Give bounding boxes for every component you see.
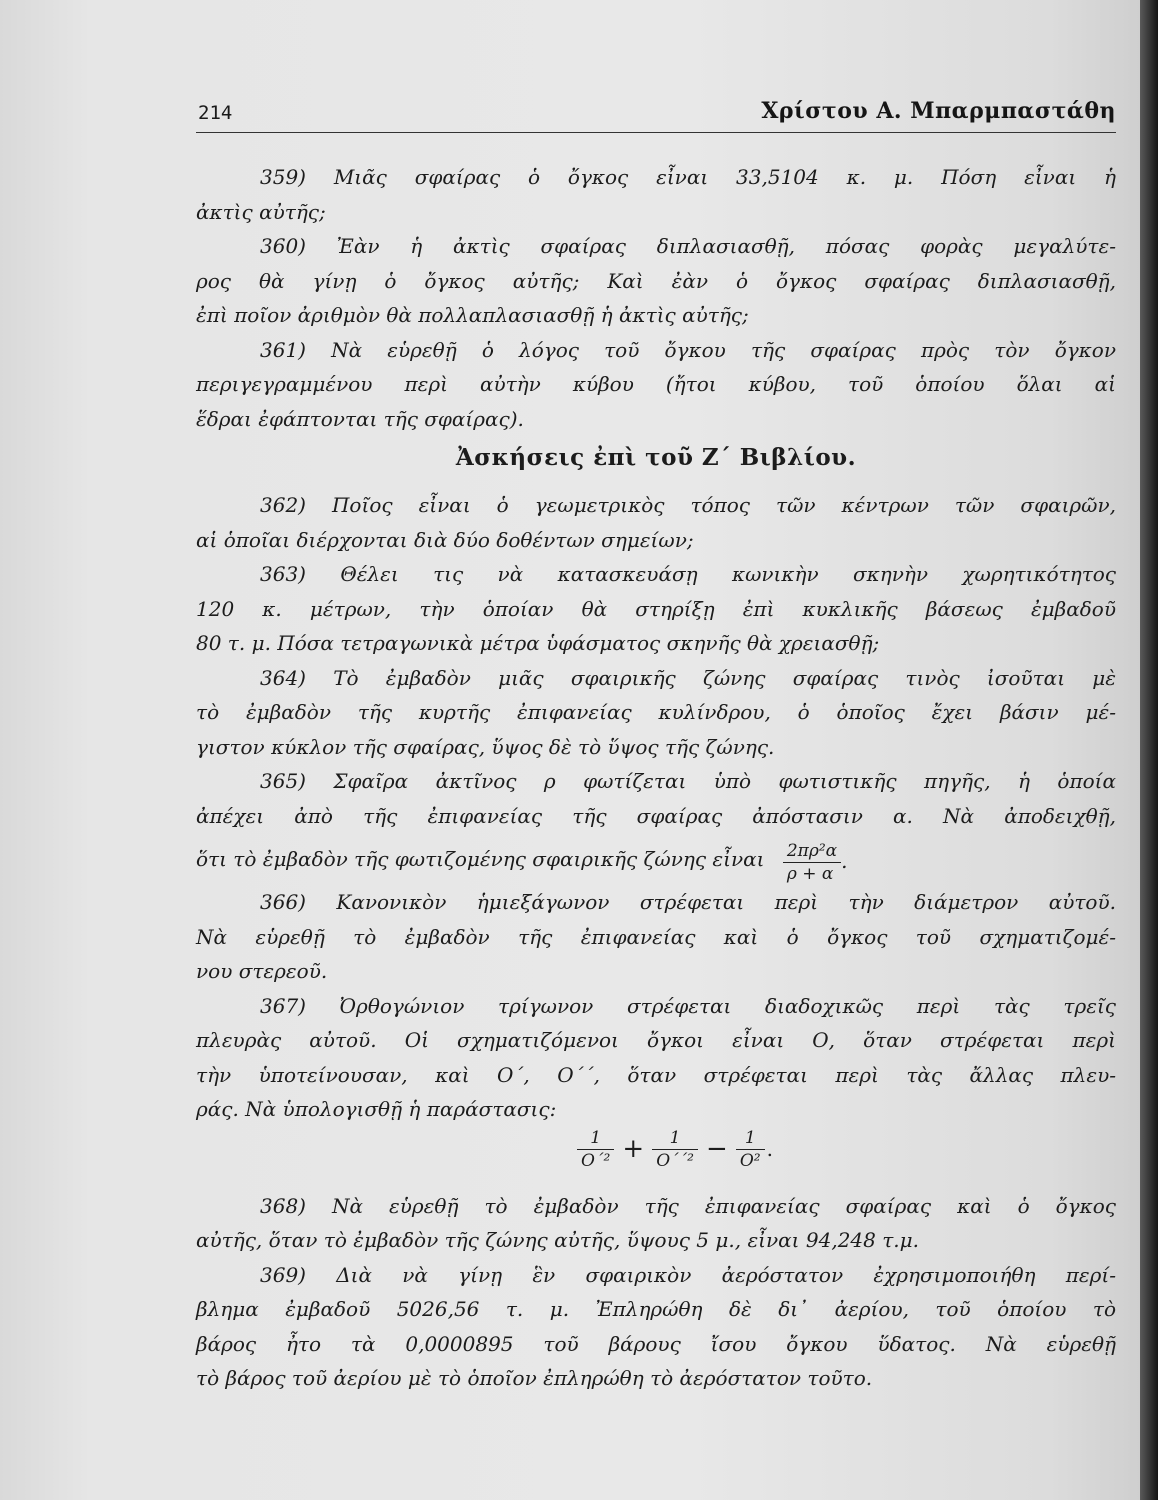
problem-364: [196, 661, 1116, 765]
text-line: τὸ βάρος τοῦ ἀερίου μὲ τὸ ὁποῖον ἐπληρώθη τὸ ἀερόστατον τοῦτο.: [196, 1366, 873, 1390]
text-line: βάρος ἦτο τὰ 0,0000895 τοῦ βάρους ἴσου ὄγκου ὕδατος. Νὰ εὑρεθῇ: [196, 1331, 1116, 1356]
text-line: 80 τ. μ. Πόσα τετραγωνικὰ μέτρα ὑφάσματος σκηνῆς θὰ χρειασθῇ;: [196, 631, 880, 655]
text-line: 364) Τὸ ἐμβαδὸν μιᾶς σφαιρικῆς ζώνης σφαίρας τινὸς ἰσοῦται μὲ: [260, 665, 1116, 690]
running-head: Χρίστου Α. Μπαρμπαστάθη: [761, 98, 1116, 124]
plus-operator: +: [622, 1134, 645, 1164]
minus-operator: −: [706, 1134, 728, 1164]
text-line: ρος θὰ γίνῃ ὁ ὄγκος αὐτῆς; Καὶ ἐὰν ὁ ὄγκος σφαίρας διπλασιασθῇ,: [196, 268, 1116, 293]
text-line: τὸ ἐμβαδὸν τῆς κυρτῆς ἐπιφανείας κυλίνδρου, ὁ ὁποῖος ἔχει βάσιν μέ-: [196, 700, 1116, 724]
text-line: 361) Νὰ εὑρεθῇ ὁ λόγος τοῦ ὄγκου τῆς σφαίρας πρὸς τὸν ὄγκον: [260, 337, 1116, 362]
text-line: ἀκτὶς αὐτῆς;: [196, 199, 326, 224]
expression-formula: [196, 1127, 1116, 1189]
text-line: ἀπέχει ἀπὸ τῆς ἐπιφανείας τῆς σφαίρας ἀπόστασιν α. Νὰ ἀποδειχθῇ,: [196, 803, 1116, 828]
text-line: 366) Κανονικὸν ἡμιεξάγωνον στρέφεται περὶ τὴν διάμετρον αὐτοῦ.: [260, 890, 1116, 914]
text-line: περιγεγραμμένου περὶ αὐτὴν κύβου (ἤτοι κύβου, τοῦ ὁποίου ὅλαι αἱ: [196, 372, 1116, 396]
text-line: αὐτῆς, ὅταν τὸ ἐμβαδὸν τῆς ζώνης αὐτῆς, ὕψους 5 μ., εἶναι 94,248 τ.μ.: [196, 1228, 919, 1252]
problem-363: [196, 557, 1116, 661]
page-number: 214: [198, 102, 233, 124]
formula-line: [196, 833, 1116, 885]
text-line: πλευρὰς αὐτοῦ. Οἱ σχηματιζόμενοι ὄγκοι εἶναι Ο, ὅταν στρέφεται περὶ: [196, 1028, 1116, 1052]
fraction: [577, 1127, 614, 1172]
fraction-denominator: Ο²: [739, 1150, 761, 1171]
text-line: 362) Ποῖος εἶναι ὁ γεωμετρικὸς τόπος τῶν κέντρων τῶν σφαιρῶν,: [260, 493, 1116, 517]
page-body: [196, 160, 1116, 1396]
text-line: γιστον κύκλον τῆς σφαίρας, ὕψος δὲ τὸ ὕψος τῆς ζώνης.: [196, 734, 775, 759]
text-line: 365) Σφαῖρα ἀκτῖνος ρ φωτίζεται ὑπὸ φωτιστικῆς πηγῆς, ἡ ὁποία: [260, 769, 1116, 793]
fraction-numerator: 1: [736, 1127, 765, 1150]
fraction: [652, 1127, 698, 1172]
text-line: ἕδραι ἐφάπτονται τῆς σφαίρας).: [196, 406, 524, 431]
formula-period: .: [766, 1137, 773, 1161]
text-line: ράς. Νὰ ὑπολογισθῇ ἡ παράστασις:: [196, 1097, 557, 1121]
fraction-numerator: 1: [577, 1127, 614, 1150]
problem-365: [196, 764, 1116, 885]
fraction-numerator: 2πρ²α: [783, 840, 841, 863]
fraction: [736, 1127, 765, 1172]
formula-line-text: ὅτι τὸ ἐμβαδὸν τῆς φωτιζομένης σφαιρικῆς ζώνης εἶναι: [196, 847, 765, 871]
text-line: νου στερεοῦ.: [196, 959, 328, 983]
text-line: 360) Ἐὰν ἡ ἀκτὶς σφαίρας διπλασιασθῇ, πόσας φορὰς μεγαλύτε-: [260, 234, 1116, 258]
text-line: 120 κ. μέτρων, τὴν ὁποίαν θὰ στηρίξῃ ἐπὶ κυκλικῆς βάσεως ἐμβαδοῦ: [196, 596, 1116, 621]
text-line: βλημα ἐμβαδοῦ 5026,56 τ. μ. Ἐπληρώθη δὲ δι᾿ ἀερίου, τοῦ ὁποίου τὸ: [196, 1297, 1116, 1321]
problem-359: [196, 160, 1116, 229]
formula-period: .: [841, 848, 848, 873]
text-line: ἐπὶ ποῖον ἀριθμὸν θὰ πολλαπλασιασθῇ ἡ ἀκτὶς αὐτῆς;: [196, 303, 749, 327]
text-line: 368) Νὰ εὑρεθῇ τὸ ἐμβαδὸν τῆς ἐπιφανείας σφαίρας καὶ ὁ ὄγκος: [260, 1193, 1116, 1218]
problem-366: [196, 885, 1116, 989]
zone-area-formula: [783, 835, 848, 887]
text-line: Νὰ εὑρεθῇ τὸ ἐμβαδὸν τῆς ἐπιφανείας καὶ ὁ ὄγκος τοῦ σχηματιζομέ-: [196, 924, 1116, 949]
page-edge-shadow: [1140, 0, 1158, 1500]
section-heading: Ἀσκήσεις ἐπὶ τοῦ Ζ΄ Βιβλίου.: [455, 444, 857, 471]
problem-362: [196, 488, 1116, 557]
fraction-denominator: ρ + α: [786, 863, 834, 884]
problem-360: [196, 229, 1116, 333]
page-header: [196, 98, 1116, 133]
problem-367: [196, 989, 1116, 1189]
fraction-numerator: 1: [652, 1127, 698, 1150]
fraction: [783, 840, 841, 885]
text-line: 363) Θέλει τις νὰ κατασκευάσῃ κωνικὴν σκηνὴν χωρητικότητος: [260, 562, 1116, 586]
text-line: 359) Μιᾶς σφαίρας ὁ ὄγκος εἶναι 33,5104 κ. μ. Πόση εἶναι ἡ: [260, 165, 1116, 189]
fraction-denominator: Ο΄²: [581, 1150, 611, 1171]
problem-368: [196, 1189, 1116, 1258]
problem-369: [196, 1258, 1116, 1396]
problem-361: [196, 333, 1116, 437]
text-line: 367) Ὀρθογώνιον τρίγωνον στρέφεται διαδοχικῶς περὶ τὰς τρεῖς: [260, 993, 1116, 1018]
text-line: τὴν ὑποτείνουσαν, καὶ Ο΄, Ο΄΄, ὅταν στρέφεται περὶ τὰς ἄλλας πλευ-: [196, 1062, 1116, 1087]
fraction-denominator: Ο΄΄²: [656, 1150, 694, 1171]
text-line: 369) Διὰ νὰ γίνῃ ἓν σφαιρικὸν ἀερόστατον ἐχρησιμοποιήθη περί-: [260, 1262, 1116, 1287]
text-line: αἱ ὁποῖαι διέρχονται διὰ δύο δοθέντων σημείων;: [196, 527, 694, 552]
